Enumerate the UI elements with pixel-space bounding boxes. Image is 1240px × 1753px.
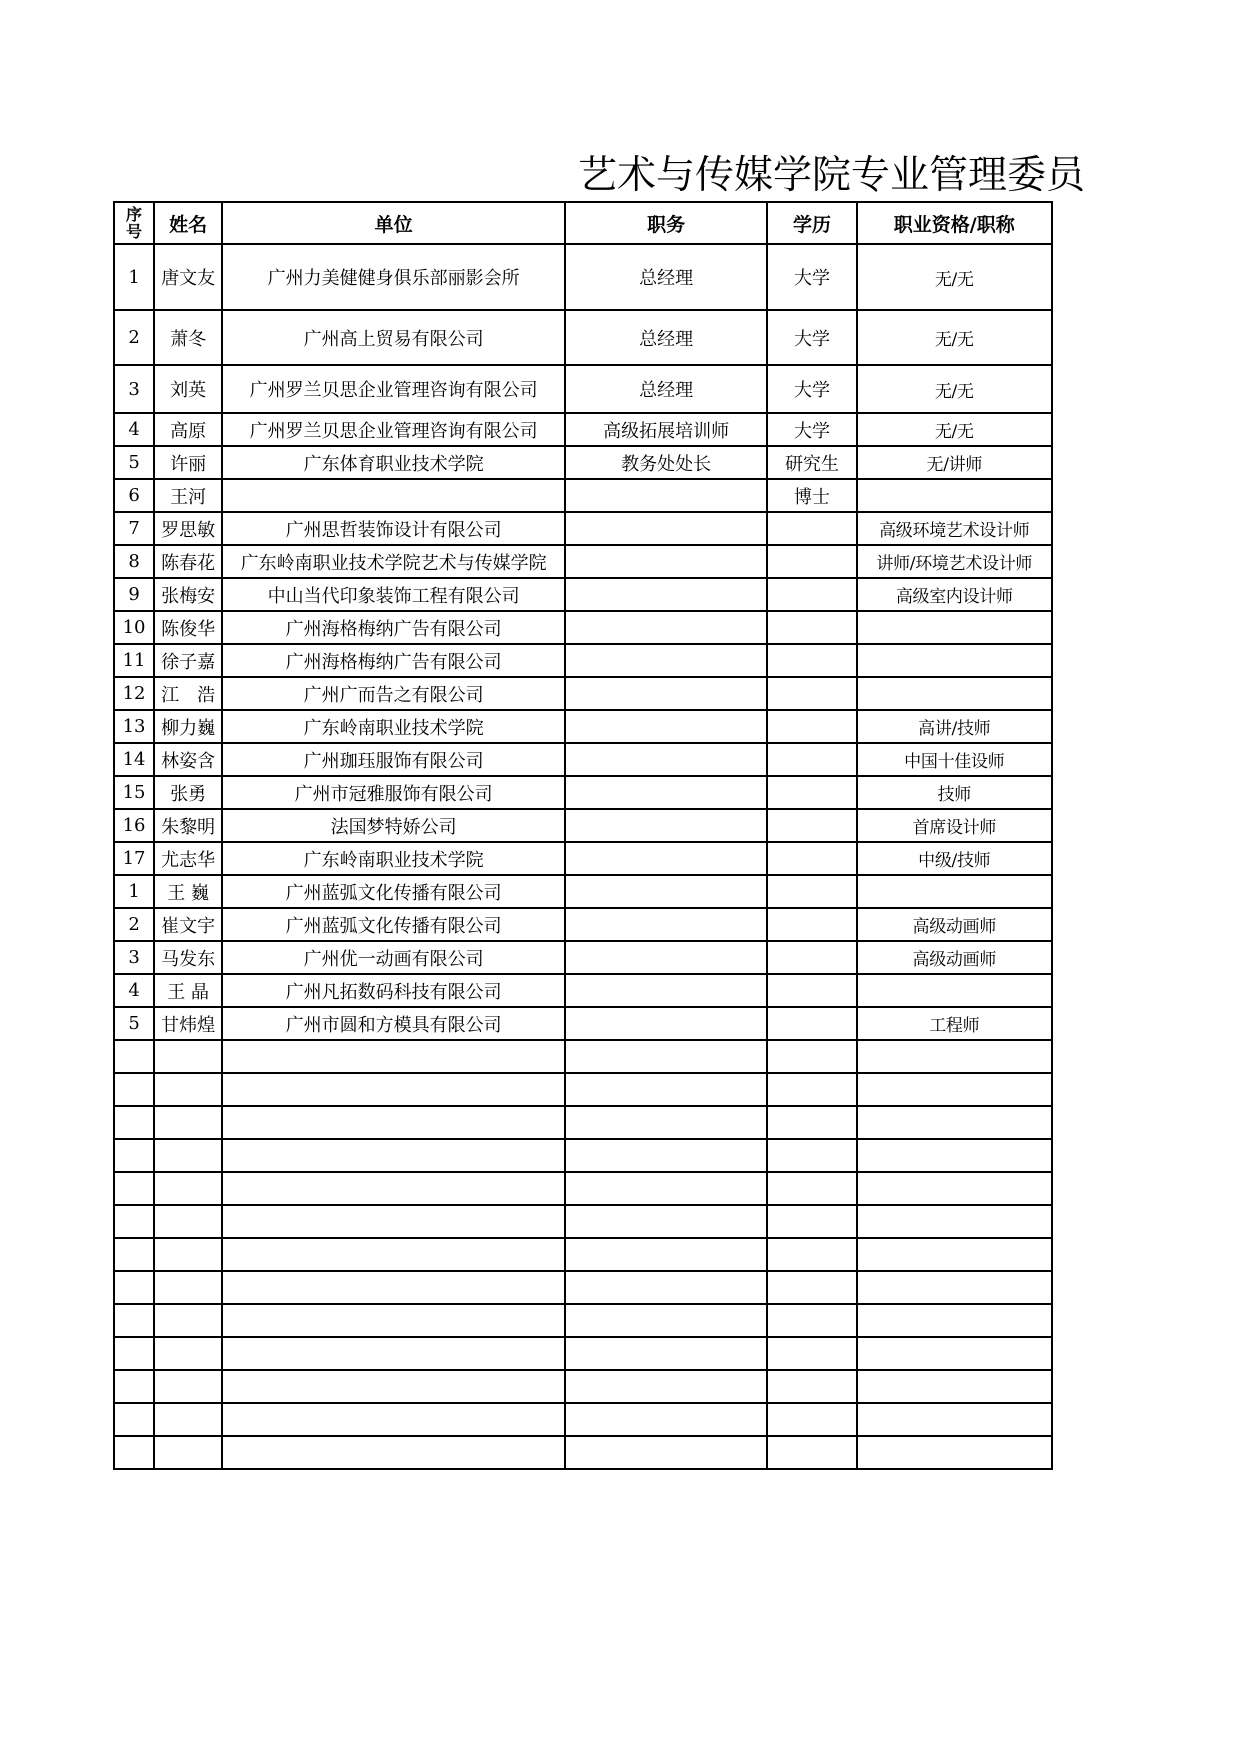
cell-name: 林姿含 bbox=[154, 743, 222, 776]
cell-education: 大学 bbox=[767, 244, 856, 310]
empty-cell bbox=[154, 1106, 222, 1139]
cell-qualification: 讲师/环境艺术设计师 bbox=[857, 545, 1052, 578]
cell-position bbox=[565, 776, 767, 809]
cell-position bbox=[565, 479, 767, 512]
cell-unit: 广州海格梅纳广告有限公司 bbox=[222, 611, 565, 644]
cell-name: 许丽 bbox=[154, 446, 222, 479]
table-row bbox=[114, 941, 1052, 974]
empty-cell bbox=[154, 1040, 222, 1073]
cell-qualification: 中国十佳设师 bbox=[857, 743, 1052, 776]
cell-qualification: 无/无 bbox=[857, 365, 1052, 413]
cell-unit: 法国梦特娇公司 bbox=[222, 809, 565, 842]
empty-cell bbox=[222, 1238, 565, 1271]
cell-qualification bbox=[857, 677, 1052, 710]
cell-position bbox=[565, 578, 767, 611]
cell-name: 张梅安 bbox=[154, 578, 222, 611]
empty-cell bbox=[114, 1271, 154, 1304]
cell-position bbox=[565, 908, 767, 941]
cell-unit: 广州蓝弧文化传播有限公司 bbox=[222, 908, 565, 941]
empty-cell bbox=[222, 1271, 565, 1304]
empty-cell bbox=[857, 1370, 1052, 1403]
empty-cell bbox=[565, 1403, 767, 1436]
table-row bbox=[114, 908, 1052, 941]
empty-table-row bbox=[114, 1403, 1052, 1436]
empty-cell bbox=[767, 1436, 856, 1469]
table-row bbox=[114, 512, 1052, 545]
empty-cell bbox=[222, 1172, 565, 1205]
empty-cell bbox=[114, 1370, 154, 1403]
cell-education bbox=[767, 776, 856, 809]
empty-cell bbox=[154, 1172, 222, 1205]
empty-cell bbox=[114, 1304, 154, 1337]
cell-position bbox=[565, 974, 767, 1007]
empty-table-row bbox=[114, 1370, 1052, 1403]
cell-index: 15 bbox=[114, 776, 154, 809]
cell-name: 朱黎明 bbox=[154, 809, 222, 842]
cell-name: 王 巍 bbox=[154, 875, 222, 908]
empty-cell bbox=[857, 1205, 1052, 1238]
empty-cell bbox=[222, 1337, 565, 1370]
document-title: 艺术与传媒学院专业管理委员 bbox=[578, 153, 1086, 198]
empty-cell bbox=[767, 1337, 856, 1370]
cell-position bbox=[565, 677, 767, 710]
cell-position bbox=[565, 875, 767, 908]
cell-position bbox=[565, 1007, 767, 1040]
cell-name: 王河 bbox=[154, 479, 222, 512]
cell-name: 甘炜煌 bbox=[154, 1007, 222, 1040]
empty-cell bbox=[222, 1436, 565, 1469]
empty-cell bbox=[154, 1337, 222, 1370]
cell-education bbox=[767, 710, 856, 743]
cell-index: 13 bbox=[114, 710, 154, 743]
cell-education bbox=[767, 578, 856, 611]
cell-unit: 广州蓝弧文化传播有限公司 bbox=[222, 875, 565, 908]
table-header-row bbox=[114, 202, 1052, 244]
empty-cell bbox=[114, 1073, 154, 1106]
cell-education bbox=[767, 545, 856, 578]
cell-position bbox=[565, 941, 767, 974]
cell-name: 陈俊华 bbox=[154, 611, 222, 644]
empty-cell bbox=[114, 1040, 154, 1073]
cell-qualification: 高级动画师 bbox=[857, 908, 1052, 941]
table-row bbox=[114, 974, 1052, 1007]
table-row bbox=[114, 776, 1052, 809]
empty-cell bbox=[767, 1040, 856, 1073]
cell-position bbox=[565, 809, 767, 842]
empty-cell bbox=[767, 1172, 856, 1205]
empty-cell bbox=[222, 1370, 565, 1403]
empty-cell bbox=[565, 1172, 767, 1205]
empty-table-row bbox=[114, 1304, 1052, 1337]
cell-unit: 广州罗兰贝思企业管理咨询有限公司 bbox=[222, 365, 565, 413]
cell-qualification: 技师 bbox=[857, 776, 1052, 809]
cell-position bbox=[565, 512, 767, 545]
table-row bbox=[114, 875, 1052, 908]
empty-cell bbox=[857, 1403, 1052, 1436]
cell-index: 1 bbox=[114, 875, 154, 908]
empty-table-row bbox=[114, 1106, 1052, 1139]
cell-index: 9 bbox=[114, 578, 154, 611]
empty-cell bbox=[857, 1172, 1052, 1205]
cell-index: 17 bbox=[114, 842, 154, 875]
table-body bbox=[114, 244, 1052, 1469]
cell-name: 马发东 bbox=[154, 941, 222, 974]
cell-position: 总经理 bbox=[565, 310, 767, 365]
empty-cell bbox=[857, 1436, 1052, 1469]
cell-unit: 广东体育职业技术学院 bbox=[222, 446, 565, 479]
empty-cell bbox=[114, 1337, 154, 1370]
empty-cell bbox=[114, 1205, 154, 1238]
empty-cell bbox=[154, 1073, 222, 1106]
empty-cell bbox=[767, 1205, 856, 1238]
cell-index: 5 bbox=[114, 1007, 154, 1040]
empty-cell bbox=[114, 1139, 154, 1172]
cell-index: 2 bbox=[114, 908, 154, 941]
cell-education: 大学 bbox=[767, 413, 856, 446]
empty-cell bbox=[222, 1139, 565, 1172]
empty-cell bbox=[565, 1337, 767, 1370]
empty-cell bbox=[222, 1040, 565, 1073]
table-row bbox=[114, 611, 1052, 644]
empty-cell bbox=[565, 1238, 767, 1271]
table-row bbox=[114, 578, 1052, 611]
cell-qualification: 高级室内设计师 bbox=[857, 578, 1052, 611]
cell-education bbox=[767, 611, 856, 644]
empty-cell bbox=[114, 1172, 154, 1205]
empty-cell bbox=[222, 1304, 565, 1337]
cell-qualification: 中级/技师 bbox=[857, 842, 1052, 875]
empty-cell bbox=[857, 1271, 1052, 1304]
column-header-position: 职务 bbox=[565, 202, 767, 244]
cell-unit: 广东岭南职业技术学院 bbox=[222, 842, 565, 875]
table-row bbox=[114, 310, 1052, 365]
cell-unit: 广东岭南职业技术学院艺术与传媒学院 bbox=[222, 545, 565, 578]
cell-education: 研究生 bbox=[767, 446, 856, 479]
empty-cell bbox=[767, 1073, 856, 1106]
cell-education: 大学 bbox=[767, 310, 856, 365]
cell-unit: 广州思哲装饰设计有限公司 bbox=[222, 512, 565, 545]
cell-education bbox=[767, 809, 856, 842]
empty-cell bbox=[767, 1304, 856, 1337]
empty-cell bbox=[857, 1040, 1052, 1073]
cell-qualification: 无/无 bbox=[857, 413, 1052, 446]
empty-cell bbox=[114, 1238, 154, 1271]
cell-education bbox=[767, 512, 856, 545]
cell-qualification: 工程师 bbox=[857, 1007, 1052, 1040]
empty-table-row bbox=[114, 1205, 1052, 1238]
cell-qualification: 高级环境艺术设计师 bbox=[857, 512, 1052, 545]
empty-cell bbox=[565, 1271, 767, 1304]
empty-cell bbox=[154, 1436, 222, 1469]
empty-cell bbox=[767, 1271, 856, 1304]
empty-cell bbox=[222, 1205, 565, 1238]
cell-qualification: 无/讲师 bbox=[857, 446, 1052, 479]
table-row bbox=[114, 244, 1052, 310]
empty-cell bbox=[154, 1304, 222, 1337]
cell-qualification: 高讲/技师 bbox=[857, 710, 1052, 743]
empty-table-row bbox=[114, 1238, 1052, 1271]
empty-cell bbox=[565, 1139, 767, 1172]
cell-position bbox=[565, 545, 767, 578]
cell-unit: 广州罗兰贝思企业管理咨询有限公司 bbox=[222, 413, 565, 446]
cell-position bbox=[565, 842, 767, 875]
cell-education bbox=[767, 875, 856, 908]
cell-unit: 广州市圆和方模具有限公司 bbox=[222, 1007, 565, 1040]
empty-table-row bbox=[114, 1073, 1052, 1106]
cell-name: 唐文友 bbox=[154, 244, 222, 310]
cell-education bbox=[767, 644, 856, 677]
empty-cell bbox=[154, 1403, 222, 1436]
table-row bbox=[114, 842, 1052, 875]
empty-cell bbox=[565, 1436, 767, 1469]
cell-position: 总经理 bbox=[565, 365, 767, 413]
cell-unit: 广州市冠雅服饰有限公司 bbox=[222, 776, 565, 809]
table-row bbox=[114, 1007, 1052, 1040]
empty-cell bbox=[857, 1073, 1052, 1106]
cell-name: 江 浩 bbox=[154, 677, 222, 710]
cell-name: 尤志华 bbox=[154, 842, 222, 875]
cell-index: 8 bbox=[114, 545, 154, 578]
cell-position: 教务处处长 bbox=[565, 446, 767, 479]
column-header-unit: 单位 bbox=[222, 202, 565, 244]
table-row bbox=[114, 743, 1052, 776]
cell-name: 王 晶 bbox=[154, 974, 222, 1007]
cell-name: 张勇 bbox=[154, 776, 222, 809]
cell-index: 3 bbox=[114, 365, 154, 413]
empty-cell bbox=[857, 1139, 1052, 1172]
empty-cell bbox=[154, 1205, 222, 1238]
cell-qualification: 无/无 bbox=[857, 310, 1052, 365]
cell-unit: 广州高上贸易有限公司 bbox=[222, 310, 565, 365]
cell-index: 2 bbox=[114, 310, 154, 365]
empty-cell bbox=[767, 1238, 856, 1271]
cell-education bbox=[767, 941, 856, 974]
empty-cell bbox=[767, 1139, 856, 1172]
cell-qualification bbox=[857, 644, 1052, 677]
table-row bbox=[114, 809, 1052, 842]
cell-education bbox=[767, 908, 856, 941]
empty-cell bbox=[154, 1370, 222, 1403]
cell-education bbox=[767, 743, 856, 776]
table-row bbox=[114, 677, 1052, 710]
cell-qualification: 高级动画师 bbox=[857, 941, 1052, 974]
cell-unit: 广州凡拓数码科技有限公司 bbox=[222, 974, 565, 1007]
empty-cell bbox=[565, 1040, 767, 1073]
empty-cell bbox=[154, 1271, 222, 1304]
table-row bbox=[114, 545, 1052, 578]
cell-education: 博士 bbox=[767, 479, 856, 512]
empty-table-row bbox=[114, 1337, 1052, 1370]
empty-cell bbox=[114, 1106, 154, 1139]
cell-education bbox=[767, 677, 856, 710]
empty-cell bbox=[565, 1205, 767, 1238]
cell-education bbox=[767, 842, 856, 875]
cell-position bbox=[565, 710, 767, 743]
empty-cell bbox=[222, 1106, 565, 1139]
cell-unit: 广州力美健健身俱乐部丽影会所 bbox=[222, 244, 565, 310]
cell-index: 3 bbox=[114, 941, 154, 974]
cell-unit bbox=[222, 479, 565, 512]
column-header-name: 姓名 bbox=[154, 202, 222, 244]
cell-index: 6 bbox=[114, 479, 154, 512]
cell-index: 5 bbox=[114, 446, 154, 479]
empty-cell bbox=[857, 1106, 1052, 1139]
cell-unit: 中山当代印象装饰工程有限公司 bbox=[222, 578, 565, 611]
empty-table-row bbox=[114, 1139, 1052, 1172]
cell-name: 萧冬 bbox=[154, 310, 222, 365]
empty-cell bbox=[222, 1403, 565, 1436]
empty-cell bbox=[565, 1073, 767, 1106]
empty-cell bbox=[222, 1073, 565, 1106]
empty-cell bbox=[857, 1304, 1052, 1337]
cell-index: 11 bbox=[114, 644, 154, 677]
cell-index: 12 bbox=[114, 677, 154, 710]
empty-table-row bbox=[114, 1172, 1052, 1205]
cell-index: 4 bbox=[114, 413, 154, 446]
empty-cell bbox=[565, 1304, 767, 1337]
cell-unit: 广州优一动画有限公司 bbox=[222, 941, 565, 974]
cell-position: 高级拓展培训师 bbox=[565, 413, 767, 446]
cell-name: 徐子嘉 bbox=[154, 644, 222, 677]
cell-position: 总经理 bbox=[565, 244, 767, 310]
empty-table-row bbox=[114, 1436, 1052, 1469]
empty-cell bbox=[857, 1238, 1052, 1271]
table-row bbox=[114, 644, 1052, 677]
empty-cell bbox=[154, 1139, 222, 1172]
cell-qualification bbox=[857, 875, 1052, 908]
empty-table-row bbox=[114, 1040, 1052, 1073]
table-row bbox=[114, 446, 1052, 479]
empty-cell bbox=[767, 1403, 856, 1436]
cell-index: 1 bbox=[114, 244, 154, 310]
cell-index: 10 bbox=[114, 611, 154, 644]
cell-unit: 广州广而告之有限公司 bbox=[222, 677, 565, 710]
cell-name: 柳力巍 bbox=[154, 710, 222, 743]
cell-qualification bbox=[857, 479, 1052, 512]
empty-cell bbox=[767, 1370, 856, 1403]
cell-qualification bbox=[857, 974, 1052, 1007]
cell-position bbox=[565, 644, 767, 677]
empty-cell bbox=[154, 1238, 222, 1271]
cell-education bbox=[767, 974, 856, 1007]
cell-qualification: 无/无 bbox=[857, 244, 1052, 310]
cell-unit: 广东岭南职业技术学院 bbox=[222, 710, 565, 743]
cell-name: 罗思敏 bbox=[154, 512, 222, 545]
cell-name: 陈春花 bbox=[154, 545, 222, 578]
empty-table-row bbox=[114, 1271, 1052, 1304]
cell-position bbox=[565, 611, 767, 644]
table-row bbox=[114, 365, 1052, 413]
cell-name: 刘英 bbox=[154, 365, 222, 413]
cell-qualification: 首席设计师 bbox=[857, 809, 1052, 842]
committee-table bbox=[113, 201, 1053, 1470]
cell-education bbox=[767, 1007, 856, 1040]
cell-index: 7 bbox=[114, 512, 154, 545]
cell-index: 4 bbox=[114, 974, 154, 1007]
empty-cell bbox=[565, 1370, 767, 1403]
table-row bbox=[114, 479, 1052, 512]
cell-unit: 广州海格梅纳广告有限公司 bbox=[222, 644, 565, 677]
cell-education: 大学 bbox=[767, 365, 856, 413]
column-header-index: 序 号 bbox=[114, 202, 154, 244]
cell-index: 16 bbox=[114, 809, 154, 842]
empty-cell bbox=[767, 1106, 856, 1139]
empty-cell bbox=[565, 1106, 767, 1139]
cell-unit: 广州珈珏服饰有限公司 bbox=[222, 743, 565, 776]
table-row bbox=[114, 413, 1052, 446]
empty-cell bbox=[857, 1337, 1052, 1370]
cell-name: 崔文宇 bbox=[154, 908, 222, 941]
column-header-qualification: 职业资格/职称 bbox=[857, 202, 1052, 244]
table-row bbox=[114, 710, 1052, 743]
cell-name: 高原 bbox=[154, 413, 222, 446]
empty-cell bbox=[114, 1403, 154, 1436]
empty-cell bbox=[114, 1436, 154, 1469]
column-header-education: 学历 bbox=[767, 202, 856, 244]
cell-qualification bbox=[857, 611, 1052, 644]
cell-index: 14 bbox=[114, 743, 154, 776]
cell-position bbox=[565, 743, 767, 776]
